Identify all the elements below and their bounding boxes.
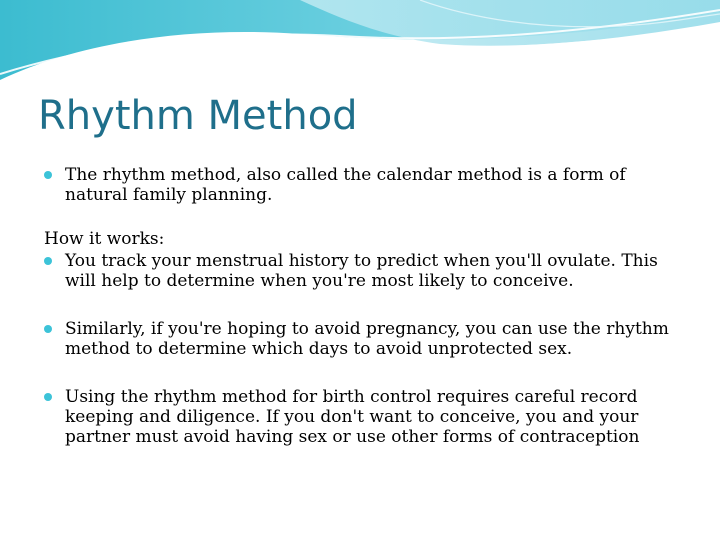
section-label: How it works:	[44, 229, 165, 249]
bullet-dot-icon	[44, 325, 52, 333]
bullet-item	[44, 319, 684, 359]
bullet-text: You track your menstrual history to predict when you'll ovulate. This will help to determine when you're most likely to conceive.	[65, 251, 658, 291]
bullet-item	[44, 251, 684, 291]
bullet-text: Similarly, if you're hoping to avoid pregnancy, you can use the rhythm method to determine which days to avoid unprotected sex.	[65, 319, 669, 359]
bullet-dot-icon	[44, 393, 52, 401]
bullet-dot-icon	[44, 257, 52, 265]
slide-title: Rhythm Method	[38, 93, 358, 139]
bullet-item	[44, 387, 684, 447]
slide-body	[44, 165, 684, 447]
bullet-item	[44, 165, 684, 205]
bullet-text: The rhythm method, also called the calendar method is a form of natural family planning.	[65, 165, 626, 205]
bullet-dot-icon	[44, 171, 52, 179]
header-wave-decoration	[0, 0, 720, 100]
bullet-text: Using the rhythm method for birth control requires careful record keeping and diligence. If you don't want to conceive, you and your partner must avoid having sex or use other forms of contraception	[65, 387, 640, 447]
